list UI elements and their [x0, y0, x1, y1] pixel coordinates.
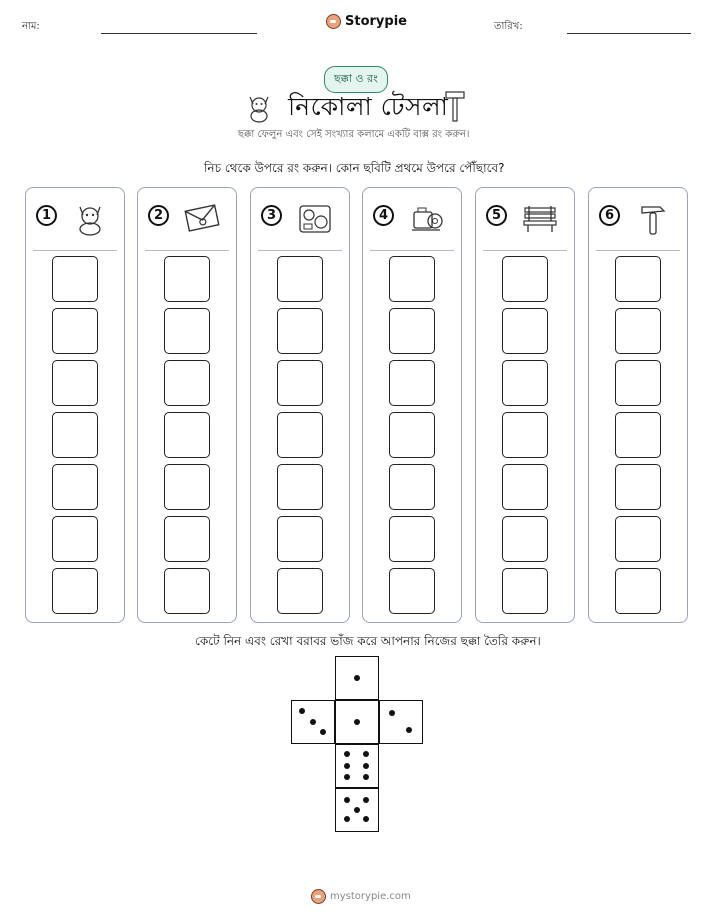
- color-box[interactable]: [277, 256, 323, 302]
- column-1: [25, 187, 125, 623]
- hammer-icon: [444, 89, 466, 123]
- color-box[interactable]: [615, 412, 661, 458]
- die-pip: [354, 675, 360, 681]
- date-line[interactable]: [567, 33, 691, 34]
- die-pip: [344, 816, 350, 822]
- page-title: নিকোলা টেসলা: [288, 92, 449, 121]
- die-face-1: [335, 656, 379, 700]
- die-pip: [406, 727, 412, 733]
- storypie-logo-icon: [311, 889, 326, 904]
- die-pip: [363, 774, 369, 780]
- color-box[interactable]: [615, 516, 661, 562]
- color-box[interactable]: [502, 516, 548, 562]
- date-label: তারিখ:: [494, 21, 523, 32]
- name-label: নাম:: [22, 21, 40, 32]
- color-box[interactable]: [389, 464, 435, 510]
- color-box[interactable]: [615, 464, 661, 510]
- die-pip: [354, 719, 360, 725]
- color-box[interactable]: [52, 308, 98, 354]
- die-pip: [389, 710, 395, 716]
- die-face-6: [335, 744, 379, 788]
- column-number: 6: [599, 205, 620, 226]
- color-box[interactable]: [277, 464, 323, 510]
- color-box[interactable]: [277, 516, 323, 562]
- die-pip: [299, 708, 305, 714]
- color-box[interactable]: [164, 308, 210, 354]
- column-number: 3: [261, 205, 282, 226]
- envelope-icon: [183, 200, 221, 236]
- die-pip: [363, 816, 369, 822]
- motor-icon: [408, 200, 446, 236]
- color-box[interactable]: [164, 412, 210, 458]
- brand-name: Storypie: [345, 14, 407, 29]
- footer-brand[interactable]: [311, 889, 411, 904]
- bench-icon: [521, 200, 559, 236]
- die-pip: [363, 763, 369, 769]
- column-number: 5: [486, 205, 507, 226]
- footer-url: mystorypie.com: [330, 891, 411, 902]
- die-pip: [310, 719, 316, 725]
- color-box[interactable]: [615, 308, 661, 354]
- column-number: 4: [373, 205, 394, 226]
- color-box[interactable]: [502, 360, 548, 406]
- column-2: [137, 187, 237, 623]
- color-box[interactable]: [389, 516, 435, 562]
- color-box[interactable]: [164, 256, 210, 302]
- color-box[interactable]: [277, 568, 323, 614]
- column-divider: [145, 250, 229, 251]
- column-divider: [483, 250, 567, 251]
- machine-icon: [296, 200, 334, 236]
- color-box[interactable]: [502, 308, 548, 354]
- hammer-icon: [634, 200, 672, 236]
- die-pip: [344, 751, 350, 757]
- die-face-1: [335, 700, 379, 744]
- die-face-2: [379, 700, 423, 744]
- color-box[interactable]: [502, 464, 548, 510]
- color-box[interactable]: [615, 568, 661, 614]
- cat-icon: [71, 200, 109, 236]
- color-box[interactable]: [277, 308, 323, 354]
- cut-instruction: কেটে নিন এবং রেখা বরাবর ভাঁজ করে আপনার নিজের ছক্কা তৈরি করুন।: [195, 634, 541, 648]
- die-pip: [363, 797, 369, 803]
- cat-icon: [244, 91, 274, 123]
- color-box[interactable]: [502, 256, 548, 302]
- color-box[interactable]: [389, 308, 435, 354]
- color-box[interactable]: [615, 360, 661, 406]
- name-line[interactable]: [101, 33, 257, 34]
- die-face-3: [291, 700, 335, 744]
- column-divider: [370, 250, 454, 251]
- color-box[interactable]: [164, 568, 210, 614]
- color-box[interactable]: [277, 360, 323, 406]
- column-number: 2: [148, 205, 169, 226]
- column-3: [250, 187, 350, 623]
- color-box[interactable]: [389, 360, 435, 406]
- color-box[interactable]: [502, 568, 548, 614]
- color-box[interactable]: [389, 568, 435, 614]
- die-pip: [320, 729, 326, 735]
- color-box[interactable]: [52, 360, 98, 406]
- color-box[interactable]: [52, 256, 98, 302]
- column-divider: [33, 250, 117, 251]
- subtitle: ছক্কা ফেলুন এবং সেই সংখ্যার কলামে একটি বাক্স রং করুন।: [238, 129, 470, 140]
- color-box[interactable]: [52, 568, 98, 614]
- color-box[interactable]: [502, 412, 548, 458]
- column-divider: [596, 250, 680, 251]
- column-5: [475, 187, 575, 623]
- color-box[interactable]: [52, 464, 98, 510]
- die-pip: [344, 797, 350, 803]
- storypie-logo-icon: [326, 14, 341, 29]
- column-divider: [258, 250, 342, 251]
- die-pip: [354, 807, 360, 813]
- die-pip: [344, 774, 350, 780]
- brand-logo: [326, 14, 407, 29]
- die-pip: [344, 763, 350, 769]
- die-face-5: [335, 788, 379, 832]
- color-box[interactable]: [52, 516, 98, 562]
- color-box[interactable]: [52, 412, 98, 458]
- color-box[interactable]: [389, 256, 435, 302]
- color-box[interactable]: [164, 516, 210, 562]
- column-6: [588, 187, 688, 623]
- column-4: [362, 187, 462, 623]
- color-box[interactable]: [277, 412, 323, 458]
- color-box[interactable]: [389, 412, 435, 458]
- color-box[interactable]: [164, 464, 210, 510]
- color-box[interactable]: [164, 360, 210, 406]
- activity-badge: ছক্কা ও রং: [324, 66, 388, 93]
- instruction: নিচ থেকে উপরে রং করুন। কোন ছবিটি প্রথমে উপরে পৌঁছাবে?: [204, 161, 505, 175]
- color-box[interactable]: [615, 256, 661, 302]
- die-pip: [363, 751, 369, 757]
- column-number: 1: [36, 205, 57, 226]
